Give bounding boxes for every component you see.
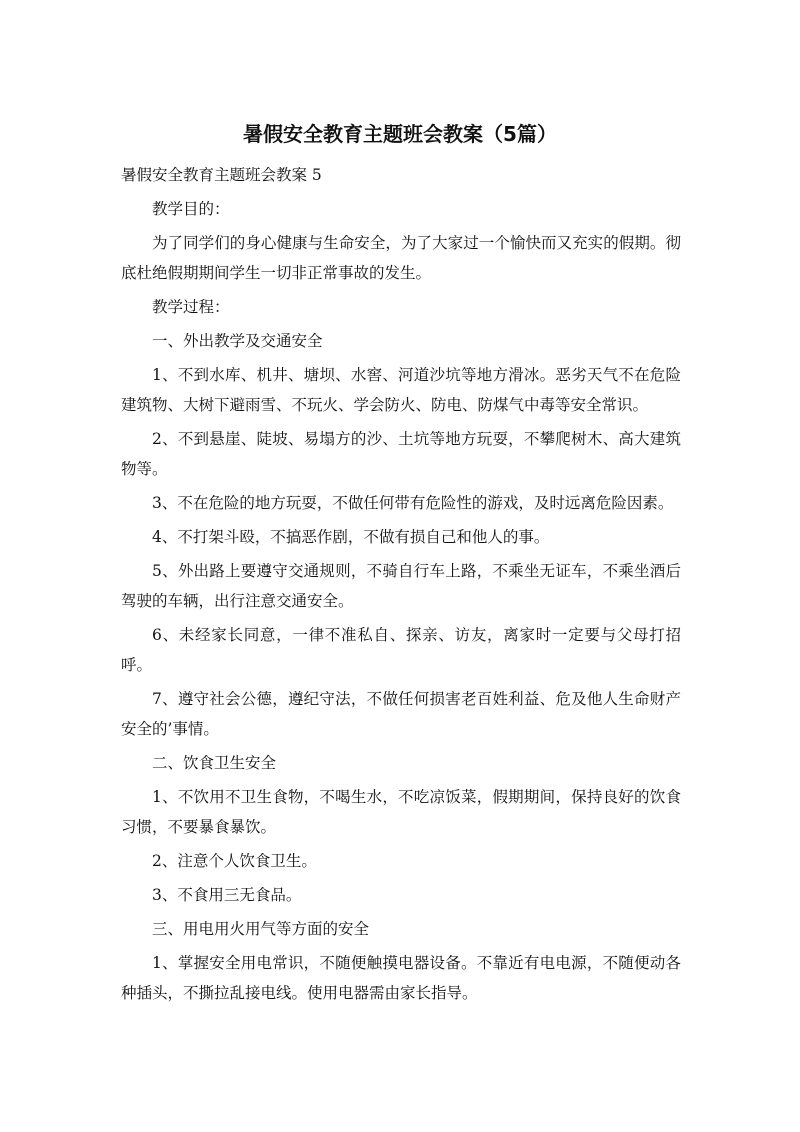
list-item-electricity-1: 1、掌握安全用电常识，不随便触摸电器设备。不靠近有电电源，不随便动各种插头，不撕拉乱接电线。使用电器需由家长指导。	[121, 954, 681, 1002]
list-item-outing-2: 2、不到悬崖、陡坡、易塌方的沙、土坑等地方玩耍，不攀爬树木、高大建筑物等。	[121, 430, 681, 478]
section-heading-electricity-fire-gas: 三、用电用火用气等方面的安全	[152, 920, 370, 938]
section-heading-outing-traffic: 一、外出教学及交通安全	[152, 332, 323, 350]
list-item-outing-3: 3、不在危险的地方玩耍，不做任何带有危险性的游戏，及时远离危险因素。	[152, 494, 674, 512]
paragraph-purpose-text: 为了同学们的身心健康与生命安全，为了大家过一个愉快而又充实的假期。彻底杜绝假期期间学生一切非正常事故的发生。	[121, 234, 681, 282]
list-item-outing-7: 7、遵守社会公德，遵纪守法，不做任何损害老百姓利益、危及他人生命财产安全的’事情。	[121, 690, 681, 738]
section-heading-food-hygiene: 二、饮食卫生安全	[152, 754, 277, 772]
list-item-food-2: 2、注意个人饮食卫生。	[152, 852, 317, 870]
list-item-food-1: 1、不饮用不卫生食物，不喝生水，不吃凉饭菜，假期期间，保持良好的饮食习惯，不要暴食暴饮。	[121, 788, 681, 836]
list-item-outing-4: 4、不打架斗殴，不搞恶作剧，不做有损自己和他人的事。	[152, 528, 550, 546]
subtitle-paragraph: 暑假安全教育主题班会教案 5	[121, 166, 322, 184]
list-item-outing-1: 1、不到水库、机井、塘坝、水窖、河道沙坑等地方滑冰。恶劣天气不在危险建筑物、大树下避雨雪、不玩火、学会防火、防电、防煤气中毒等安全常识。	[121, 366, 681, 414]
section-heading-teaching-purpose: 教学目的：	[152, 200, 230, 218]
list-item-food-3: 3、不食用三无食品。	[152, 886, 302, 904]
list-item-outing-6: 6、未经家长同意，一律不准私自、探亲、访友，离家时一定要与父母打招呼。	[121, 626, 681, 674]
document-title: 暑假安全教育主题班会教案（5篇）	[243, 122, 557, 146]
document-body	[121, 160, 681, 1012]
list-item-outing-5: 5、外出路上要遵守交通规则，不骑自行车上路，不乘坐无证车，不乘坐酒后驾驶的车辆，出行注意交通安全。	[121, 562, 681, 610]
section-heading-teaching-process: 教学过程：	[152, 298, 230, 316]
